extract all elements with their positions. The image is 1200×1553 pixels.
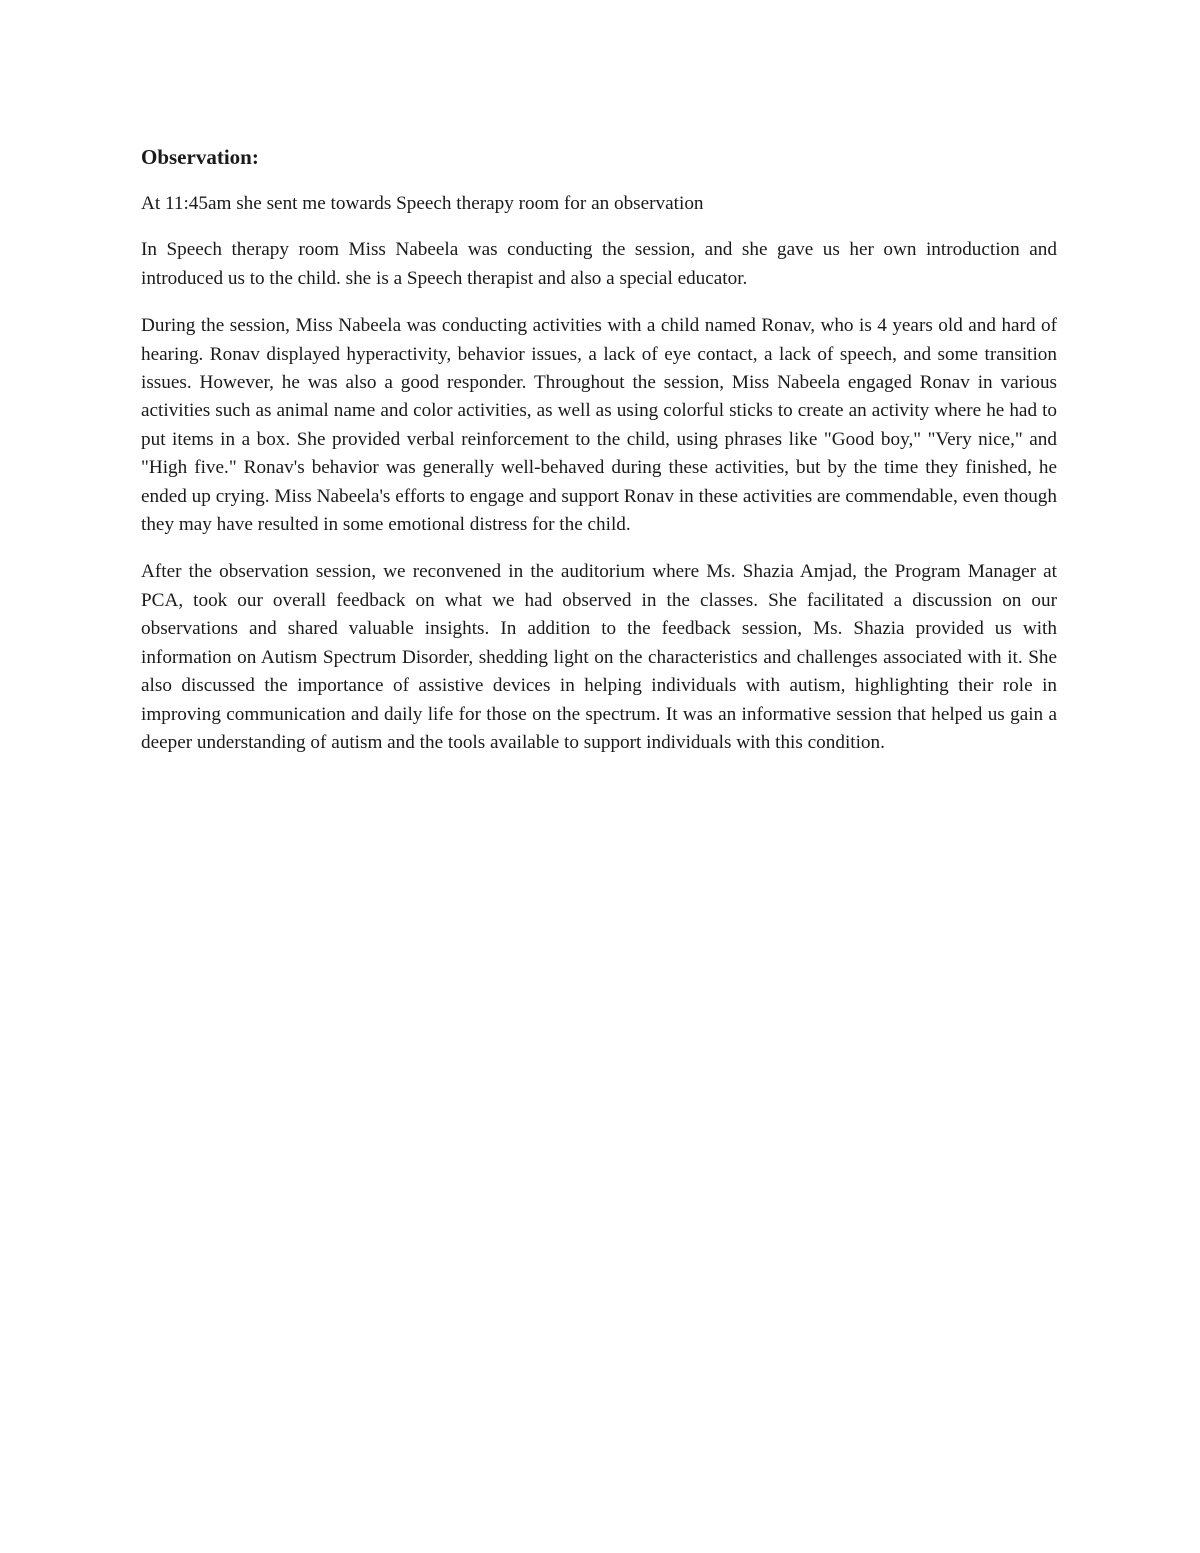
- section-heading: Observation:: [141, 145, 259, 169]
- paragraph-session-details: During the session, Miss Nabeela was conducting activities with a child named Ronav, who is 4 years old and hard of hearing. Ronav displayed hyperactivity, behavior issues, a lack of eye contact, a lack of speech, and some transition issues. However, he was also a good responder. Throughout the session, Miss Nabeela engaged Ronav in various activities such as animal name and color activities, as well as using colorful sticks to create an activity where he had to put items in a box. She provided verbal reinforcement to the child, using phrases like "Good boy," "Very nice," and "High five." Ronav's behavior was generally well-behaved during these activities, but by the time they finished, he ended up crying. Miss Nabeela's efforts to engage and support Ronav in these activities are commendable, even though they may have resulted in some emotional distress for the child.: [141, 315, 1057, 536]
- paragraph-feedback-session: After the observation session, we reconvened in the auditorium where Ms. Shazia Amjad, the Program Manager at PCA, took our overall feedback on what we had observed in the classes. She facilitated a discussion on our observations and shared valuable insights. In addition to the feedback session, Ms. Shazia provided us with information on Autism Spectrum Disorder, shedding light on the characteristics and challenges associated with it. She also discussed the importance of assistive devices in helping individuals with autism, highlighting their role in improving communication and daily life for those on the spectrum. It was an informative session that helped us gain a deeper understanding of autism and the tools available to support individuals with this condition.: [141, 561, 1057, 753]
- document-page: [141, 140, 1057, 776]
- paragraph-speech-therapy-room: In Speech therapy room Miss Nabeela was conducting the session, and she gave us her own introduction and introduced us to the child. she is a Speech therapist and also a special educator.: [141, 239, 1057, 289]
- paragraph-intro: At 11:45am she sent me towards Speech therapy room for an observation: [141, 193, 704, 214]
